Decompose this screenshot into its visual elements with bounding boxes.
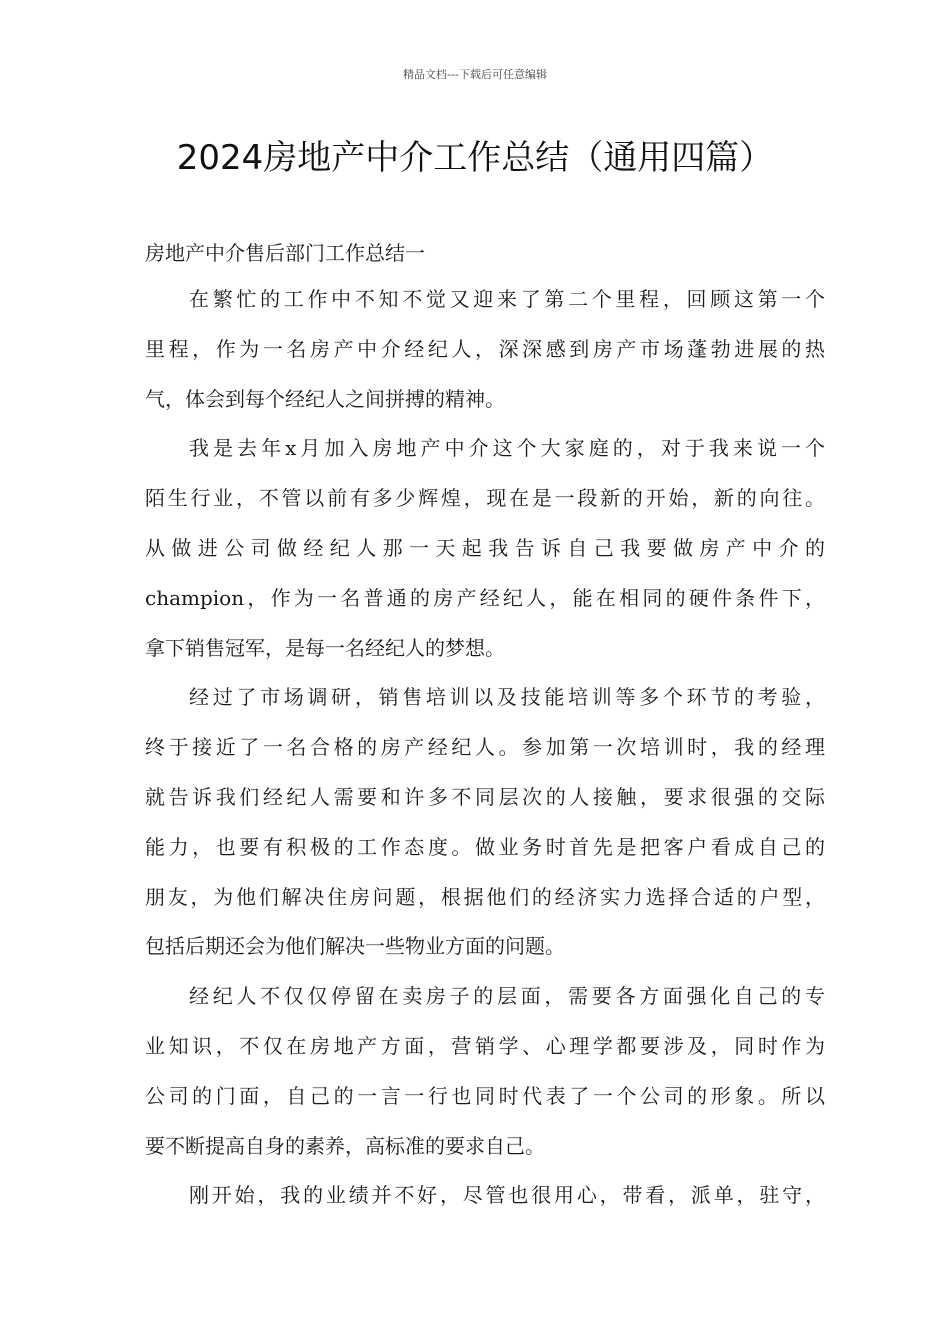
text-line: 包括后期还会为他们解决一些物业方面的问题。 bbox=[145, 934, 565, 959]
text-line: 从做进公司做经纪人那一天起我告诉自己我要做房产中介的 bbox=[145, 535, 825, 560]
text-line: 业知识，不仅在房地产方面，营销学、心理学都要涉及，同时作为 bbox=[145, 1033, 825, 1058]
document-title: 2024房地产中介工作总结（通用四篇） bbox=[176, 138, 774, 178]
text-line: 就告诉我们经纪人需要和许多不同层次的人接触，要求很强的交际 bbox=[145, 784, 825, 809]
body-text bbox=[145, 284, 825, 1230]
section-title: 房地产中介售后部门工作总结一 bbox=[145, 241, 425, 265]
text-line: 我是去年x月加入房地产中介这个大家庭的，对于我来说一个 bbox=[189, 436, 825, 461]
text-line: 刚开始，我的业绩并不好，尽管也很用心，带看，派单，驻守， bbox=[189, 1183, 825, 1208]
text-line: 要不断提高自身的素养，高标准的要求自己。 bbox=[145, 1133, 545, 1158]
text-line: 能力，也要有积极的工作态度。做业务时首先是把客户看成自己的 bbox=[145, 834, 825, 859]
text-line: champion，作为一名普通的房产经纪人，能在相同的硬件条件下， bbox=[145, 585, 825, 610]
text-line: 经纪人不仅仅停留在卖房子的层面，需要各方面强化自己的专 bbox=[189, 984, 825, 1009]
text-line: 拿下销售冠军，是每一名经纪人的梦想。 bbox=[145, 635, 505, 660]
text-line: 终于接近了一名合格的房产经纪人。参加第一次培训时，我的经理 bbox=[145, 735, 825, 760]
text-line: 公司的门面，自己的一言一行也同时代表了一个公司的形象。所以 bbox=[145, 1083, 825, 1108]
text-line: 气，体会到每个经纪人之间拼搏的精神。 bbox=[145, 386, 505, 411]
text-line: 在繁忙的工作中不知不觉又迎来了第二个里程，回顾这第一个 bbox=[189, 287, 825, 311]
text-line: 朋友，为他们解决住房问题，根据他们的经济实力选择合适的户型， bbox=[145, 884, 825, 909]
text-line: 陌生行业，不管以前有多少辉煌，现在是一段新的开始，新的向往。 bbox=[145, 486, 825, 511]
text-line: 经过了市场调研，销售培训以及技能培训等多个环节的考验， bbox=[189, 685, 825, 710]
text-line: 里程，作为一名房产中介经纪人，深深感到房产市场蓬勃进展的热 bbox=[145, 336, 825, 361]
page-header: 精品文档---下载后可任意编辑 bbox=[403, 68, 547, 81]
